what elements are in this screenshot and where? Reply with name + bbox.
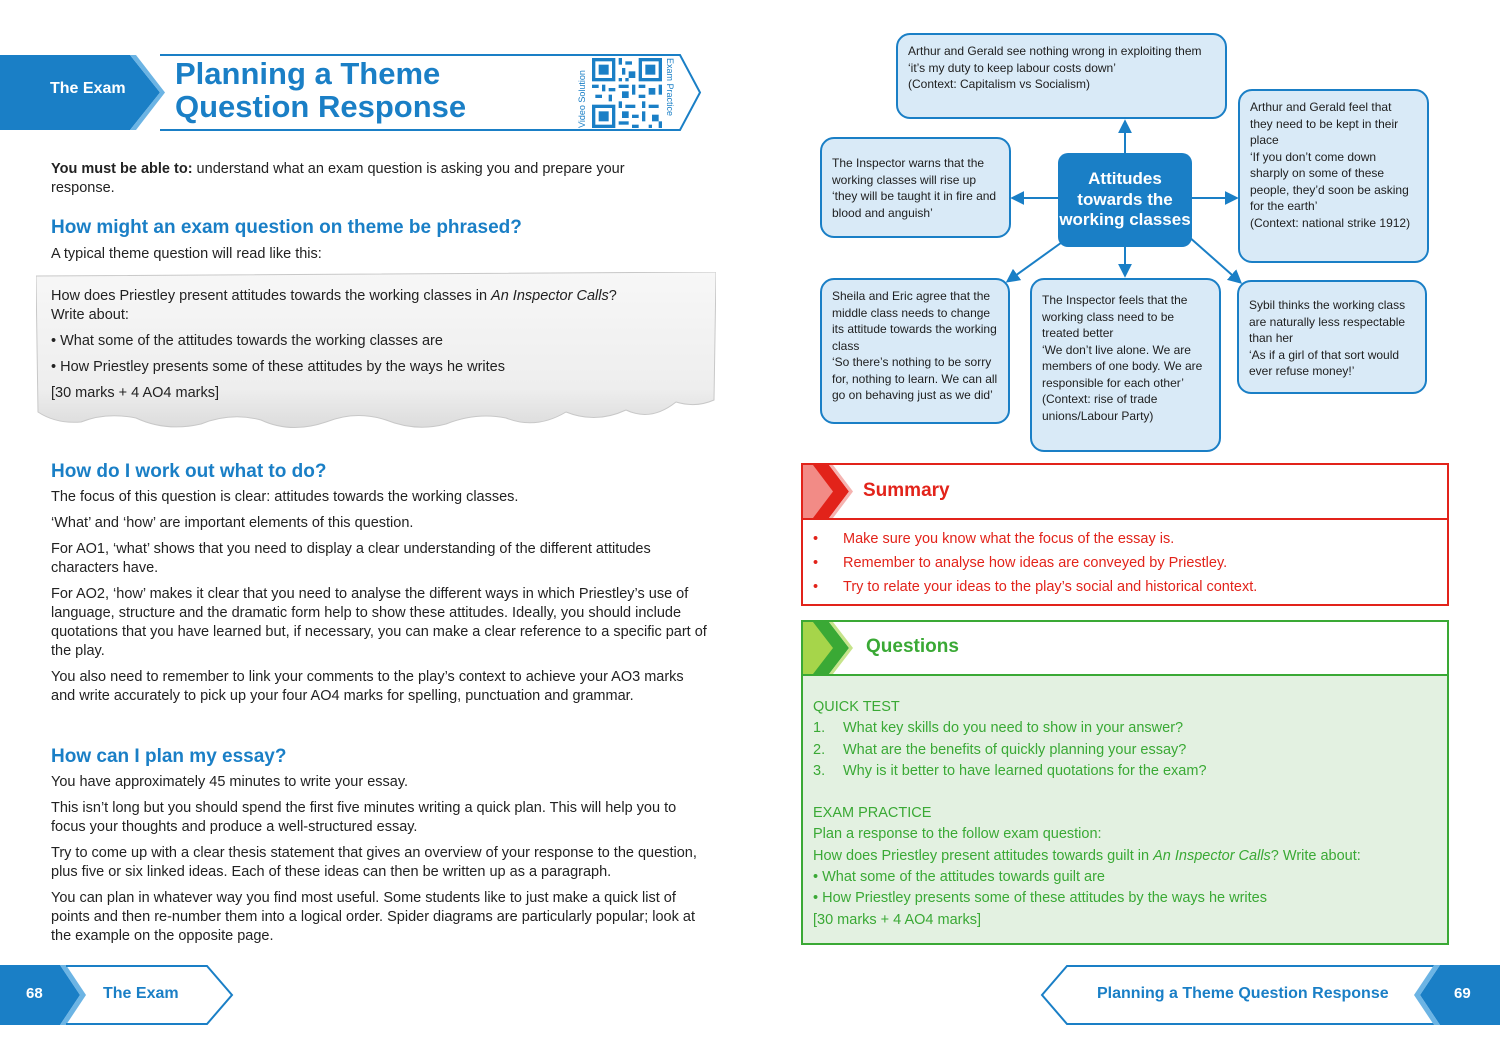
- exam-practice-intro: Plan a response to the follow exam question:: [813, 826, 1102, 843]
- exam-practice-bullet2: • How Priestley presents some of these attitudes by the ways he writes: [813, 890, 1267, 907]
- page-number-right: 69: [1454, 985, 1471, 1002]
- spider-node-text: ‘If you don’t come down sharply on some of these people, they’d soon be asking for the earth’: [1250, 149, 1409, 213]
- summary-list: [813, 527, 1257, 599]
- section2-p3: For AO1, ‘what’ shows that you need to display a clear understanding of the different attitudes characters have.: [51, 541, 651, 576]
- spider-node-text: Arthur and Gerald feel that they need to be kept in their place: [1250, 100, 1399, 147]
- quick-test-label: QUICK TEST: [813, 699, 900, 715]
- spider-node-text: ‘So there’s nothing to be sorry for, nothing to learn. We can all go on behaving just as we did’: [832, 355, 998, 402]
- list-item: 3. Why is it better to have learned quotations for the exam?: [813, 762, 1207, 779]
- heading-plan: How can I plan my essay?: [51, 746, 287, 767]
- spider-node-text: Sybil thinks the working class are naturally less respectable than her: [1249, 298, 1406, 345]
- section2-p2: ‘What’ and ‘how’ are important elements of this question.: [51, 515, 414, 531]
- spider-node-text: ‘As if a girl of that sort would ever refuse money!’: [1249, 347, 1400, 378]
- list-item: • Make sure you know what the focus of the essay is.: [813, 531, 1175, 547]
- exam-practice-question: How does Priestley present attitudes towards guilt in An Inspector Calls? Write about:: [813, 847, 1361, 864]
- intro-lead: You must be able to:: [51, 161, 193, 177]
- spider-node-bottom-center: [1030, 278, 1221, 452]
- page-number-left: 68: [26, 985, 43, 1002]
- summary-title: Summary: [863, 480, 950, 501]
- spider-node-text: ‘We don’t live alone. We are members of one body. We are responsible for each other’: [1042, 342, 1203, 390]
- heading-work-out: How do I work out what to do?: [51, 461, 327, 482]
- heading-phrased: How might an exam question on theme be phrased?: [51, 217, 522, 238]
- section2-p1: The focus of this question is clear: attitudes towards the working classes.: [51, 489, 519, 505]
- spider-node-top: [896, 33, 1227, 119]
- footer-left-label: The Exam: [103, 985, 179, 1002]
- sample-question-line1: How does Priestley present attitudes towards the working classes in An Inspector Calls?: [51, 288, 617, 304]
- sample-question-line2: Write about:: [51, 307, 129, 323]
- qr-left-label: Video Solution: [577, 70, 587, 128]
- list-item: 2. What are the benefits of quickly planning your essay?: [813, 741, 1187, 758]
- spider-node-text: The Inspector feels that the working class need to be treated better: [1042, 293, 1188, 340]
- exam-practice-marks: [30 marks + 4 AO4 marks]: [813, 911, 982, 928]
- questions-chevron-icon: [803, 622, 855, 674]
- page-title-line2: Question Response: [175, 89, 467, 124]
- section3-p1: You have approximately 45 minutes to write your essay.: [51, 774, 409, 790]
- spider-node-bottom-right: [1237, 280, 1427, 394]
- sample-question-marks: [30 marks + 4 AO4 marks]: [51, 385, 220, 401]
- section2-p4: For AO2, ‘how’ makes it clear that you need to analyse the different ways in which Priestley’s use of language, structure and the dramatic form help to show these attitudes. Ideally, you should include quotations that you have learned but, if necessary, you can make a clear reference to a specific part of the play.: [51, 586, 707, 659]
- section1-text: A typical theme question will read like this:: [51, 246, 322, 262]
- spider-node-left: [820, 137, 1011, 238]
- questions-body: [813, 697, 1361, 931]
- page-title-line1: Planning a Theme: [175, 56, 441, 91]
- section2-p5: You also need to remember to link your comments to the play’s context to achieve your AO3 marks and write accurately to pick up your four AO4 marks for spelling, punctuation and grammar.: [51, 669, 684, 704]
- section3-p4: You can plan in whatever way you find most useful. Some students like to just make a quick list of points and then re-number them into a logical order. Spider diagrams are particularly popular; look at the example on the opposite page.: [51, 890, 695, 944]
- qr-right-label: Exam Practice: [665, 58, 675, 117]
- spider-node-text: (Context: rise of trade unions/Labour Party): [1042, 392, 1158, 423]
- spider-node-text: (Context: national strike 1912): [1250, 215, 1411, 230]
- section3-p3: Try to come up with a clear thesis statement that gives an overview of your response to the question, plus five or six linked ideas. Each of these ideas can then be written up as a paragraph.: [51, 845, 697, 880]
- list-item: • Remember to analyse how ideas are conveyed by Priestley.: [813, 555, 1228, 571]
- spider-node-bottom-left: [820, 278, 1010, 424]
- section3-p2: This isn’t long but you should spend the first five minutes writing a quick plan. This will help you to focus your thoughts and produce a well-structured essay.: [51, 800, 677, 835]
- list-item: 1. What key skills do you need to show in your answer?: [813, 720, 1184, 737]
- questions-title: Questions: [866, 636, 959, 657]
- sample-question-bullet2: • How Priestley presents some of these attitudes by the ways he writes: [51, 359, 505, 375]
- summary-chevron-icon: [803, 465, 853, 518]
- section3-body: [51, 773, 711, 946]
- spider-node-text: (Context: Capitalism vs Socialism): [908, 77, 1091, 91]
- spider-center-node: Attitudes towards the working classes: [1058, 153, 1192, 247]
- footer-right-label: Planning a Theme Question Response: [1097, 985, 1389, 1002]
- list-item: • Try to relate your ideas to the play’s social and historical context.: [813, 579, 1258, 595]
- summary-divider: [803, 518, 1447, 520]
- exam-practice-bullet1: • What some of the attitudes towards guilt are: [813, 869, 1105, 886]
- spider-node-text: Arthur and Gerald see nothing wrong in exploiting them: [908, 44, 1202, 58]
- spider-node-text: The Inspector warns that the working classes will rise up ‘they will be taught it in fire and blood and anguish’: [832, 156, 997, 220]
- exam-practice-label: EXAM PRACTICE: [813, 805, 932, 822]
- section2-body: [51, 488, 711, 706]
- section-label: The Exam: [50, 80, 126, 97]
- spider-node-right: [1238, 89, 1429, 263]
- sample-question-bullet1: • What some of the attitudes towards the working classes are: [51, 333, 443, 349]
- spider-node-text: ‘it’s my duty to keep labour costs down’: [908, 60, 1116, 75]
- spider-node-text: Sheila and Eric agree that the middle class needs to change its attitude towards the working class: [832, 289, 997, 353]
- intro-text: understand what an exam question is asking you and prepare your response.: [51, 161, 625, 196]
